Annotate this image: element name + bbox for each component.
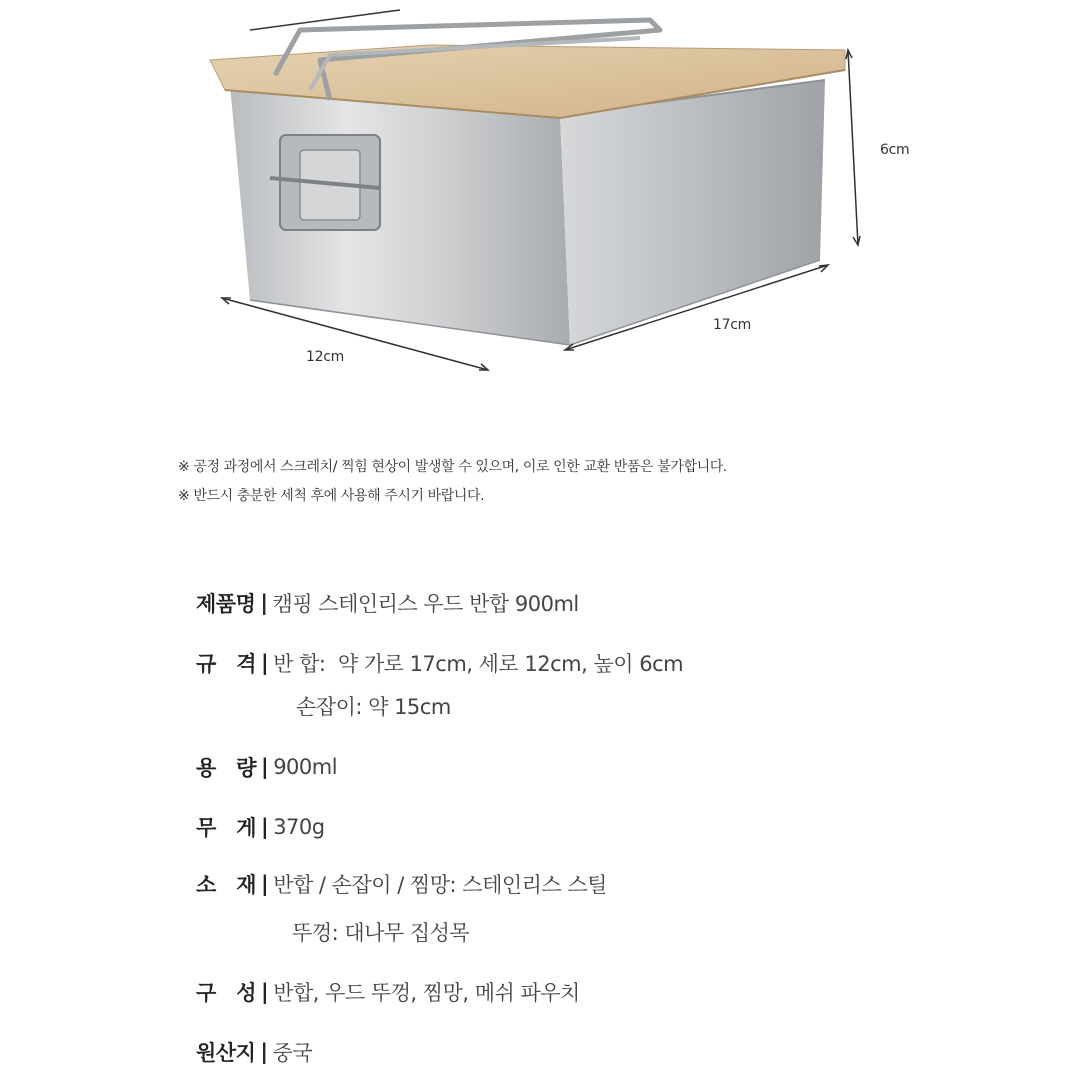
spec-label: 원산지 (196, 1041, 256, 1065)
spec-row-origin (196, 1034, 312, 1070)
spec-separator: | (261, 755, 269, 779)
width-dimension-label: 12cm (306, 349, 344, 365)
spec-value-lid-material: 뚜껑: 대나무 집성목 (292, 921, 470, 945)
notice-scratch: ※ 공정 과정에서 스크레치/ 찍힘 현상이 발생할 수 있으며, 이로 인한 교환 반품은 불가합니다. (178, 459, 727, 475)
spec-label: 무 게 (196, 816, 257, 840)
spec-label: 규 격 (196, 652, 257, 676)
spec-value: 900ml (273, 755, 338, 779)
spec-separator: | (261, 980, 269, 1004)
spec-row-material (196, 866, 607, 902)
spec-value-handle: 손잡이: 약 15cm (296, 695, 451, 719)
spec-row-components (196, 974, 580, 1010)
spec-label: 소 재 (196, 873, 257, 897)
spec-separator: | (260, 591, 268, 615)
spec-label: 구 성 (196, 981, 257, 1005)
spec-row-size (196, 645, 683, 681)
spec-separator: | (261, 815, 269, 839)
spec-value: 370g (273, 815, 325, 839)
height-dimension-label: 6cm (880, 142, 910, 158)
spec-value: 중국 (272, 1041, 313, 1065)
spec-row-capacity (196, 749, 337, 785)
spec-separator: | (261, 651, 269, 675)
spec-label: 제품명 (196, 592, 256, 616)
spec-value: 캠핑 스테인리스 우드 반합 900ml (272, 592, 579, 616)
spec-value: 반합, 우드 뚜껑, 찜망, 메쉬 파우치 (273, 981, 580, 1005)
height-dimension-line (848, 50, 858, 245)
spec-label: 용 량 (196, 756, 257, 780)
spec-row-weight (196, 809, 325, 845)
product-image (0, 0, 1069, 440)
spec-separator: | (260, 1040, 268, 1064)
length-dimension-label: 17cm (713, 317, 751, 333)
spec-row-name (196, 585, 579, 621)
notice-wash: ※ 반드시 충분한 세척 후에 사용해 주시기 바랍니다. (178, 488, 485, 504)
spec-separator: | (261, 872, 269, 896)
spec-value: 반합 / 손잡이 / 찜망: 스테인리스 스틸 (273, 873, 607, 897)
spec-value: 반 합: 약 가로 17cm, 세로 12cm, 높이 6cm (273, 652, 684, 676)
box-side-face (560, 80, 825, 345)
